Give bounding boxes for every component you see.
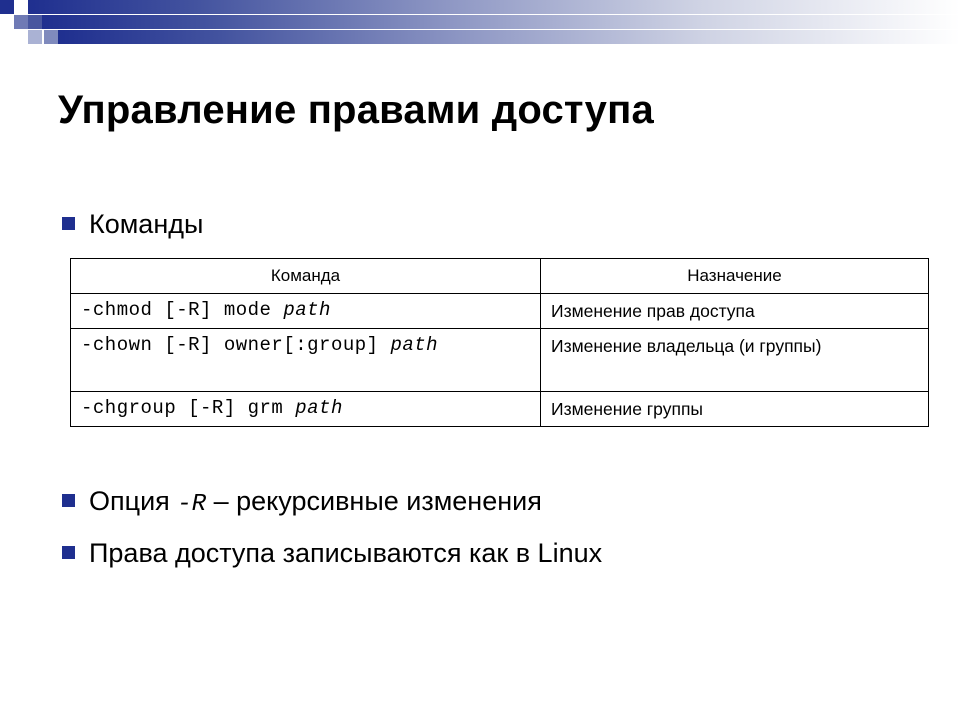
table-row [71, 392, 929, 427]
command-arg: path [295, 397, 343, 419]
bullet-option-suffix: – рекурсивные изменения [206, 486, 542, 516]
page-title: Управление правами доступа [58, 88, 654, 132]
bullet-square-icon [62, 217, 75, 230]
bullet-option-prefix: Опция [89, 486, 178, 516]
table-row [71, 294, 929, 329]
bullet-square-icon [62, 494, 75, 507]
command-text: -chown [-R] owner[:group] [81, 334, 391, 356]
bullet-commands-label: Команды [89, 209, 204, 239]
bullet-rights [62, 537, 602, 569]
bullet-rights-label: Права доступа записываются как в Linux [89, 538, 603, 568]
bullet-square-icon [62, 546, 75, 559]
band-square [28, 15, 42, 29]
table-cell-command [71, 329, 541, 392]
bullet-commands [62, 208, 203, 240]
table-cell-purpose: Изменение группы [541, 392, 929, 427]
bullet-option-text [89, 485, 542, 521]
command-text: -chmod [-R] mode [81, 299, 284, 321]
command-arg: path [390, 334, 439, 356]
command-arg: path [283, 299, 331, 321]
table-header-command: Команда [71, 259, 541, 294]
table-cell-command [71, 294, 541, 329]
decorative-header-band [0, 0, 960, 46]
table-cell-purpose: Изменение владельца (и группы) [541, 329, 929, 392]
band-row-middle [0, 15, 960, 29]
band-row-bottom [0, 30, 960, 44]
table-row [71, 329, 929, 392]
commands-table [70, 258, 929, 427]
band-square [0, 0, 14, 14]
band-square [28, 30, 42, 44]
band-square [14, 15, 28, 29]
band-gradient [58, 30, 960, 44]
band-row-top [0, 0, 960, 14]
bullet-option [62, 485, 542, 521]
band-square [44, 30, 58, 44]
table-cell-command [71, 392, 541, 427]
table-header-row [71, 259, 929, 294]
table-header-purpose: Назначение [541, 259, 929, 294]
band-gradient [28, 0, 960, 14]
band-gradient [42, 15, 960, 29]
bullet-option-code: -R [177, 491, 207, 518]
command-text: -chgroup [-R] grm [81, 397, 296, 419]
table-cell-purpose: Изменение прав доступа [541, 294, 929, 329]
